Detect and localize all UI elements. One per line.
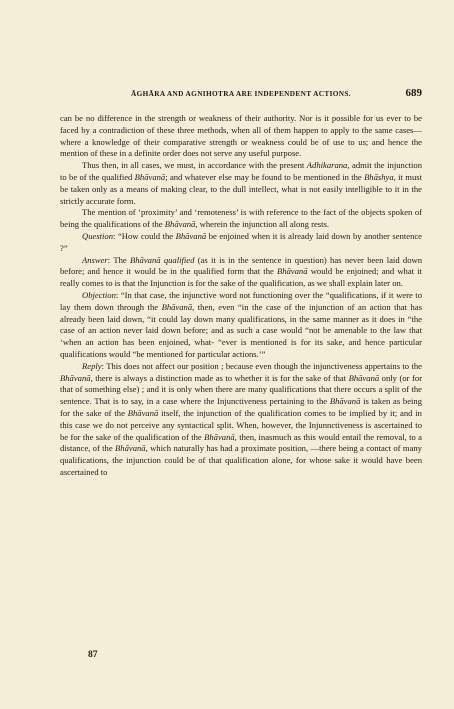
italic-term: Bhāvanā	[161, 301, 193, 312]
italic-term: Bhāvanā	[329, 396, 361, 407]
text-run: , then, inasmuch as this would entail the removal, to a distance, of the	[60, 431, 422, 454]
italic-term: Objection	[82, 289, 116, 300]
text-run: , which naturally has had a proximate position, —there being a contact of many qualifications, the injunction could be of that qualification alone, for whose sake it would have been ascertained to	[60, 443, 422, 477]
text-run: is taken as being for the sake of the	[60, 396, 423, 418]
paragraph-p5	[60, 255, 422, 290]
italic-term: Bhāvanā	[60, 372, 91, 383]
italic-term: Bhāvanā	[276, 266, 308, 277]
italic-term: Bhāvanā	[115, 443, 146, 454]
paragraph-p4	[60, 231, 422, 255]
page-number: 689	[405, 87, 422, 99]
text-run: : The	[107, 254, 130, 265]
paragraph-p2	[60, 160, 422, 207]
italic-term: Bhāvanā	[127, 407, 159, 418]
italic-term: Bhāvanā	[204, 431, 235, 442]
italic-term: Bhāvanā qualified	[129, 254, 195, 265]
text-run: only (or for that of something else) ; and it is only when there are many qualifications that there occurs a split of the sentence. That is to say, in a case where the Injunctiveness pertaining to the	[60, 372, 423, 407]
italic-term: Answer	[82, 254, 108, 265]
text-run: would be enjoined; and what it really comes to is that the Injunction is for the sake of the qualification, as we shall explain later on.	[60, 266, 422, 289]
text-run: , wherein the injunction all along rests.	[195, 219, 329, 230]
text-run: , then, even “in the case of the injunction of an action that has already been laid down, “it could lay down many qualifications, in the same manner as it does in “the case of an action never laid down before; and as such a case would “not be amenable to the law that ‘when an action has been enjoined, what- “ever is mentioned is for its sake, and hence particular qualifications would “be mentioned for particular actions.’”	[60, 301, 422, 359]
italic-term: Bhāshya	[364, 171, 394, 182]
italic-term: Adhikarana	[306, 160, 348, 171]
text-run: The mention of ‘proximity’ and ‘remoteness’ is with reference to the fact of the objects spoken of being the qualifications of the	[60, 207, 422, 230]
italic-term: Question	[82, 230, 114, 241]
text-run: Thus then, in all cases, we must, in accordance with the present	[82, 160, 307, 171]
paragraph-p6	[60, 290, 422, 361]
italic-term: Bhāvanā	[175, 230, 207, 241]
text-run: : “How could the	[113, 230, 176, 241]
paragraph-p3	[60, 207, 422, 231]
page-header	[60, 89, 422, 103]
text-run: ; and whatever else may be found to be mentioned in the	[165, 171, 365, 182]
text-run: itself, the injunction of the qualification comes to be implied by it; and in this case we do not perceive any syntactical split. When, however, the Injunnctiveness is ascertained to be for the sake of the qualification of the	[60, 407, 422, 442]
text-run: be enjoined when it is already laid down by another sentence ?”	[60, 230, 422, 253]
text-run: : “In that case, the injunctive word not functioning over the “qualifications, if it were to lay them down through the	[60, 289, 422, 312]
italic-term: Bhāvanā	[164, 219, 196, 230]
paragraph-p1	[60, 113, 422, 160]
text-run: , admit the injunction to be of the qualified	[60, 160, 423, 182]
text-run: (as it is in the sentence in question) has never been laid down before; and hence it would be in the qualified form that the	[60, 254, 423, 277]
text-run: can be no difference in the strength or weakness of their authority. Nor is it possible for us ever to be faced by a contradiction of these three methods, when all of them happen to apply to the same cases—where a knowledge of their comparative strength or weakness could be of use to us; and hence the mention of these in a definite order does not serve any useful purpose.	[60, 113, 422, 159]
text-run: : This does not affect our position ; because even though the injunctiveness appertains to the	[101, 360, 422, 371]
running-title: ĀGHĀRA AND AGNIHOTRA ARE INDEPENDENT ACTIONS.	[131, 89, 351, 98]
signature-mark: 87	[88, 650, 98, 660]
text-run: , there is always a distinction made as to whether it is for the sake of that	[90, 372, 349, 383]
italic-term: Bhāvanā	[348, 372, 380, 383]
text-run: , it must be taken only as a means of making clear, to the dull intellect, what is not easily intelligible to it in the strictly accurate form.	[60, 171, 422, 206]
body-text	[60, 113, 422, 479]
italic-term: Reply	[82, 360, 102, 371]
italic-term: Bhāvanā	[134, 171, 166, 182]
paragraph-p7	[60, 361, 422, 479]
